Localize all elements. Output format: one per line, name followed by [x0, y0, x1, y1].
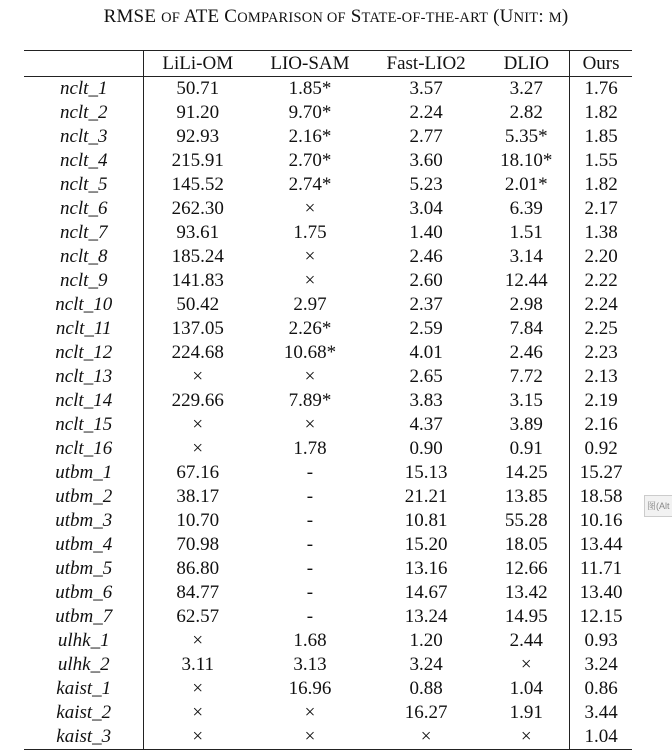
- value-cell: 3.89: [509, 414, 543, 435]
- value-cell: 10.70: [176, 510, 220, 531]
- value-cell: 13.42: [504, 582, 548, 603]
- sequence-name: kaist_2: [24, 701, 144, 725]
- value-cell: 9.70*: [288, 102, 332, 123]
- value-cell: 2.16*: [288, 126, 332, 147]
- value-cell: 13.16: [404, 558, 448, 579]
- value-cell: 0.88: [409, 678, 443, 699]
- value-cell: ×: [251, 725, 369, 750]
- value-cell: 0.90: [409, 438, 443, 459]
- value-cell: 84.77: [176, 582, 220, 603]
- table-row: [24, 245, 632, 269]
- value-cell: 3.04: [409, 198, 443, 219]
- value-cell: 2.24: [570, 293, 632, 317]
- value-cell: 21.21: [404, 486, 448, 507]
- value-cell: 1.76: [570, 77, 632, 102]
- table-row: [24, 149, 632, 173]
- value-cell: 18.58: [570, 485, 632, 509]
- value-cell: 2.22: [570, 269, 632, 293]
- value-cell: 2.25: [570, 317, 632, 341]
- value-cell: 93.61: [176, 222, 220, 243]
- value-cell: ×: [192, 630, 204, 651]
- value-cell: 2.46: [509, 342, 543, 363]
- value-cell: 15.13: [404, 462, 448, 483]
- rmse-table: [24, 50, 632, 750]
- sequence-name: utbm_6: [24, 581, 144, 605]
- value-cell: 3.60: [409, 150, 443, 171]
- header-cell: [24, 51, 144, 77]
- value-cell: 3.44: [570, 701, 632, 725]
- value-cell: 13.24: [404, 606, 448, 627]
- value-cell: 2.60: [409, 270, 443, 291]
- value-cell: 262.30: [171, 198, 224, 219]
- sequence-name: nclt_3: [24, 125, 144, 149]
- value-cell: ×: [192, 678, 204, 699]
- value-cell: 3.13: [293, 654, 327, 675]
- header-cell: Fast-LIO2: [386, 52, 466, 74]
- value-cell: 1.68: [293, 630, 327, 651]
- value-cell: 2.70*: [288, 150, 332, 171]
- value-cell: 1.91: [509, 702, 543, 723]
- sequence-name: nclt_1: [24, 77, 144, 102]
- value-cell: ×: [369, 725, 484, 750]
- value-cell: 1.82: [570, 101, 632, 125]
- sequence-name: nclt_13: [24, 365, 144, 389]
- table-row: [24, 389, 632, 413]
- value-cell: 137.05: [171, 318, 224, 339]
- sequence-name: utbm_5: [24, 557, 144, 581]
- header-cell: DLIO: [503, 52, 549, 74]
- value-cell: 2.01*: [504, 174, 548, 195]
- value-cell: 2.82: [509, 102, 543, 123]
- table-row: [24, 557, 632, 581]
- value-cell: 229.66: [171, 390, 224, 411]
- header-cell: LiLi-OM: [162, 52, 234, 74]
- value-cell: 2.59: [409, 318, 443, 339]
- value-cell: 2.26*: [288, 318, 332, 339]
- table-row: [24, 101, 632, 125]
- table-row: [24, 269, 632, 293]
- value-cell: 3.24: [409, 654, 443, 675]
- value-cell: 5.35*: [504, 126, 548, 147]
- value-cell: 10.81: [404, 510, 448, 531]
- value-cell: 7.72: [509, 366, 543, 387]
- value-cell: 3.83: [409, 390, 443, 411]
- value-cell: 185.24: [171, 246, 224, 267]
- sequence-name: nclt_6: [24, 197, 144, 221]
- value-cell: 7.89*: [288, 390, 332, 411]
- table-row: [24, 677, 632, 701]
- header-cell: Ours: [570, 51, 632, 77]
- value-cell: 3.27: [483, 77, 569, 102]
- value-cell: 12.44: [504, 270, 548, 291]
- value-cell: 0.93: [570, 629, 632, 653]
- value-cell: 1.40: [409, 222, 443, 243]
- header-row: [24, 51, 632, 77]
- value-cell: 15.20: [404, 534, 448, 555]
- value-cell: 11.71: [570, 557, 632, 581]
- value-cell: -: [306, 582, 314, 603]
- value-cell: -: [306, 606, 314, 627]
- value-cell: ×: [144, 725, 251, 750]
- value-cell: 1.55: [570, 149, 632, 173]
- sequence-name: utbm_2: [24, 485, 144, 509]
- value-cell: 67.16: [176, 462, 220, 483]
- sequence-name: ulhk_2: [24, 653, 144, 677]
- value-cell: 2.97: [293, 294, 327, 315]
- sequence-name: ulhk_1: [24, 629, 144, 653]
- value-cell: 70.98: [176, 534, 220, 555]
- value-cell: 2.17: [570, 197, 632, 221]
- value-cell: 13.44: [570, 533, 632, 557]
- value-cell: 2.46: [409, 246, 443, 267]
- value-cell: 12.66: [504, 558, 548, 579]
- value-cell: 13.40: [570, 581, 632, 605]
- value-cell: 1.04: [570, 725, 632, 750]
- value-cell: 1.75: [293, 222, 327, 243]
- sequence-name: nclt_9: [24, 269, 144, 293]
- value-cell: 2.16: [570, 413, 632, 437]
- value-cell: ×: [304, 246, 316, 267]
- value-cell: 2.23: [570, 341, 632, 365]
- table-row: [24, 629, 632, 653]
- value-cell: 4.37: [409, 414, 443, 435]
- sequence-name: utbm_3: [24, 509, 144, 533]
- table-row: [24, 653, 632, 677]
- sequence-name: kaist_3: [24, 725, 144, 750]
- value-cell: 12.15: [570, 605, 632, 629]
- table-row: [24, 125, 632, 149]
- table-row: [24, 701, 632, 725]
- value-cell: 2.44: [509, 630, 543, 651]
- value-cell: 7.84: [509, 318, 543, 339]
- sequence-name: nclt_8: [24, 245, 144, 269]
- value-cell: -: [306, 486, 314, 507]
- value-cell: 55.28: [504, 510, 548, 531]
- sequence-name: nclt_4: [24, 149, 144, 173]
- value-cell: 215.91: [171, 150, 224, 171]
- value-cell: 1.85*: [251, 77, 369, 102]
- table-row: [24, 341, 632, 365]
- table-row: [24, 485, 632, 509]
- value-cell: 14.25: [504, 462, 548, 483]
- sequence-name: nclt_14: [24, 389, 144, 413]
- value-cell: 1.51: [509, 222, 543, 243]
- value-cell: 16.96: [288, 678, 332, 699]
- value-cell: ×: [520, 654, 532, 675]
- sequence-name: utbm_7: [24, 605, 144, 629]
- sequence-name: kaist_1: [24, 677, 144, 701]
- value-cell: 38.17: [176, 486, 220, 507]
- table-row: [24, 581, 632, 605]
- value-cell: ×: [192, 702, 204, 723]
- value-cell: -: [306, 462, 314, 483]
- value-cell: 1.20: [409, 630, 443, 651]
- table-row: [24, 533, 632, 557]
- value-cell: 91.20: [176, 102, 220, 123]
- value-cell: 2.65: [409, 366, 443, 387]
- sequence-name: nclt_5: [24, 173, 144, 197]
- value-cell: 18.10*: [500, 150, 553, 171]
- value-cell: 14.95: [504, 606, 548, 627]
- sequence-name: utbm_4: [24, 533, 144, 557]
- sequence-name: nclt_2: [24, 101, 144, 125]
- value-cell: 3.57: [369, 77, 484, 102]
- value-cell: 0.91: [509, 438, 543, 459]
- value-cell: ×: [192, 438, 204, 459]
- value-cell: 50.71: [144, 77, 251, 102]
- value-cell: 2.13: [570, 365, 632, 389]
- value-cell: ×: [304, 702, 316, 723]
- sequence-name: nclt_10: [24, 293, 144, 317]
- table-row: [24, 221, 632, 245]
- value-cell: 0.86: [570, 677, 632, 701]
- table-row: [24, 725, 632, 750]
- table-row: [24, 509, 632, 533]
- value-cell: 1.82: [570, 173, 632, 197]
- value-cell: 2.19: [570, 389, 632, 413]
- sequence-name: nclt_11: [24, 317, 144, 341]
- value-cell: 16.27: [404, 702, 448, 723]
- value-cell: 0.92: [570, 437, 632, 461]
- value-cell: ×: [483, 725, 569, 750]
- sequence-name: nclt_15: [24, 413, 144, 437]
- value-cell: -: [306, 534, 314, 555]
- table-row: [24, 77, 632, 102]
- value-cell: 224.68: [171, 342, 224, 363]
- value-cell: -: [306, 558, 314, 579]
- value-cell: 145.52: [171, 174, 224, 195]
- sequence-name: nclt_7: [24, 221, 144, 245]
- value-cell: 1.04: [509, 678, 543, 699]
- value-cell: 18.05: [504, 534, 548, 555]
- value-cell: 2.77: [409, 126, 443, 147]
- value-cell: 3.24: [570, 653, 632, 677]
- value-cell: 5.23: [409, 174, 443, 195]
- value-cell: 2.98: [509, 294, 543, 315]
- sequence-name: nclt_16: [24, 437, 144, 461]
- value-cell: 2.20: [570, 245, 632, 269]
- value-cell: 2.37: [409, 294, 443, 315]
- value-cell: ×: [192, 366, 204, 387]
- table-caption: RMSE OF ATE COMPARISON OF STATE-OF-THE-ART (UNIT: M): [103, 6, 569, 27]
- value-cell: 1.38: [570, 221, 632, 245]
- sequence-name: utbm_1: [24, 461, 144, 485]
- value-cell: 3.15: [509, 390, 543, 411]
- value-cell: 15.27: [570, 461, 632, 485]
- value-cell: 141.83: [171, 270, 224, 291]
- value-cell: 1.85: [570, 125, 632, 149]
- value-cell: 1.78: [293, 438, 327, 459]
- value-cell: 3.14: [509, 246, 543, 267]
- table-row: [24, 317, 632, 341]
- value-cell: ×: [304, 414, 316, 435]
- value-cell: 2.74*: [288, 174, 332, 195]
- value-cell: ×: [304, 198, 316, 219]
- table-row: [24, 365, 632, 389]
- value-cell: 50.42: [176, 294, 220, 315]
- value-cell: 14.67: [404, 582, 448, 603]
- table-row: [24, 437, 632, 461]
- value-cell: ×: [192, 414, 204, 435]
- value-cell: -: [306, 510, 314, 531]
- value-cell: 13.85: [504, 486, 548, 507]
- table-row: [24, 197, 632, 221]
- table-row: [24, 173, 632, 197]
- sequence-name: nclt_12: [24, 341, 144, 365]
- value-cell: ×: [304, 270, 316, 291]
- header-cell: LIO-SAM: [270, 52, 350, 74]
- table-row: [24, 605, 632, 629]
- value-cell: 62.57: [176, 606, 220, 627]
- table-row: [24, 461, 632, 485]
- value-cell: 92.93: [176, 126, 220, 147]
- value-cell: 3.11: [181, 654, 215, 675]
- value-cell: 2.24: [409, 102, 443, 123]
- value-cell: 6.39: [509, 198, 543, 219]
- value-cell: 86.80: [176, 558, 220, 579]
- table-body: [24, 77, 632, 750]
- value-cell: 10.68*: [283, 342, 337, 363]
- value-cell: 10.16: [570, 509, 632, 533]
- value-cell: ×: [304, 366, 316, 387]
- table-row: [24, 413, 632, 437]
- value-cell: 4.01: [409, 342, 443, 363]
- table-row: [24, 293, 632, 317]
- watermark-overlay: 图(Alt: [644, 495, 672, 517]
